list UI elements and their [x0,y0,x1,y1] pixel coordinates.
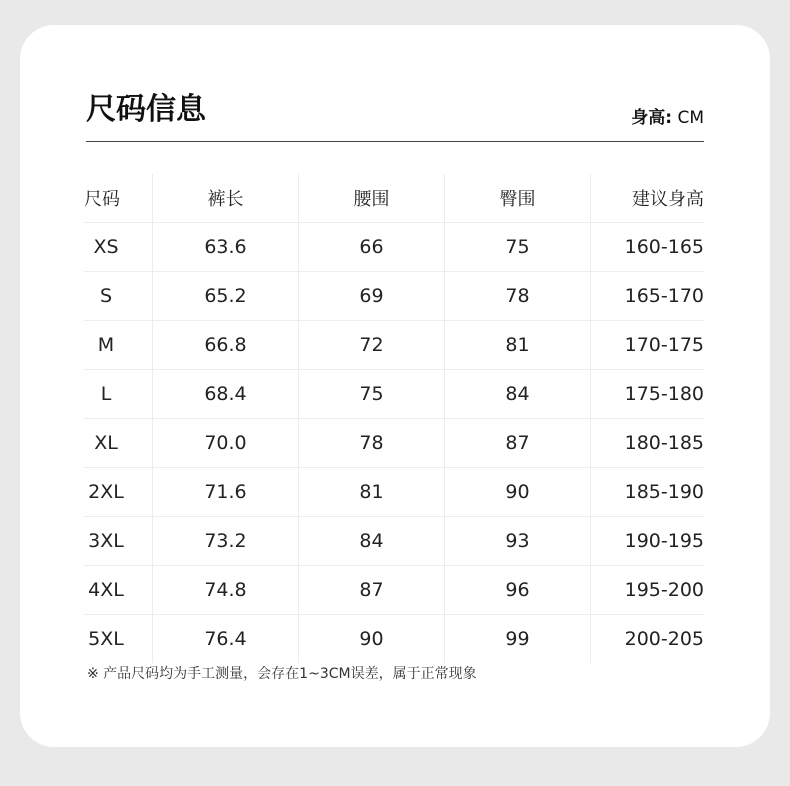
length-value: 74.8 [152,566,298,614]
hip-value: 90 [444,468,590,516]
height-range: 200-205 [590,615,704,663]
table-row [84,369,704,418]
size-table [84,174,704,663]
height-range: 165-170 [590,272,704,320]
size-label: 2XL [88,481,124,503]
height-range: 160-165 [590,223,704,271]
hip-value: 99 [444,615,590,663]
table-row [84,614,704,663]
hip-value: 96 [444,566,590,614]
height-range: 190-195 [590,517,704,565]
header-height: 建议身高 [590,174,704,222]
size-label: 3XL [88,530,124,552]
title-divider [86,141,704,142]
length-value: 71.6 [152,468,298,516]
hip-value: 87 [444,419,590,467]
waist-value: 69 [298,272,444,320]
unit-label: 身高: [631,108,673,128]
waist-value: 90 [298,615,444,663]
header-size: 尺码 [84,189,120,210]
height-range: 195-200 [590,566,704,614]
height-range: 185-190 [590,468,704,516]
hip-value: 78 [444,272,590,320]
table-row [84,418,704,467]
waist-value: 78 [298,419,444,467]
table-row [84,565,704,614]
length-value: 73.2 [152,517,298,565]
length-value: 65.2 [152,272,298,320]
waist-value: 75 [298,370,444,418]
length-value: 70.0 [152,419,298,467]
size-label: XL [94,432,118,454]
size-label: XS [93,236,119,258]
length-value: 63.6 [152,223,298,271]
waist-value: 66 [298,223,444,271]
table-row [84,320,704,369]
length-value: 76.4 [152,615,298,663]
table-header-row [84,174,704,222]
height-range: 180-185 [590,419,704,467]
length-value: 68.4 [152,370,298,418]
size-label: S [99,285,113,307]
table-row [84,271,704,320]
waist-value: 81 [298,468,444,516]
size-label: 5XL [88,628,124,650]
size-label: 4XL [88,579,124,601]
height-range: 170-175 [590,321,704,369]
hip-value: 75 [444,223,590,271]
waist-value: 84 [298,517,444,565]
waist-value: 72 [298,321,444,369]
unit-indicator [631,106,704,130]
header-hip: 臀围 [444,174,590,222]
size-label: M [97,334,115,356]
length-value: 66.8 [152,321,298,369]
header-length: 裤长 [152,174,298,222]
size-label: L [100,383,112,405]
hip-value: 81 [444,321,590,369]
unit-value: CM [677,108,704,128]
table-row [84,516,704,565]
waist-value: 87 [298,566,444,614]
measurement-note: ※ 产品尺码均为手工测量，会存在1~3CM误差，属于正常现象 [87,666,477,682]
hip-value: 93 [444,517,590,565]
height-range: 175-180 [590,370,704,418]
header-waist: 腰围 [298,174,444,222]
page-title: 尺码信息 [86,92,206,127]
hip-value: 84 [444,370,590,418]
table-row [84,222,704,271]
table-row [84,467,704,516]
